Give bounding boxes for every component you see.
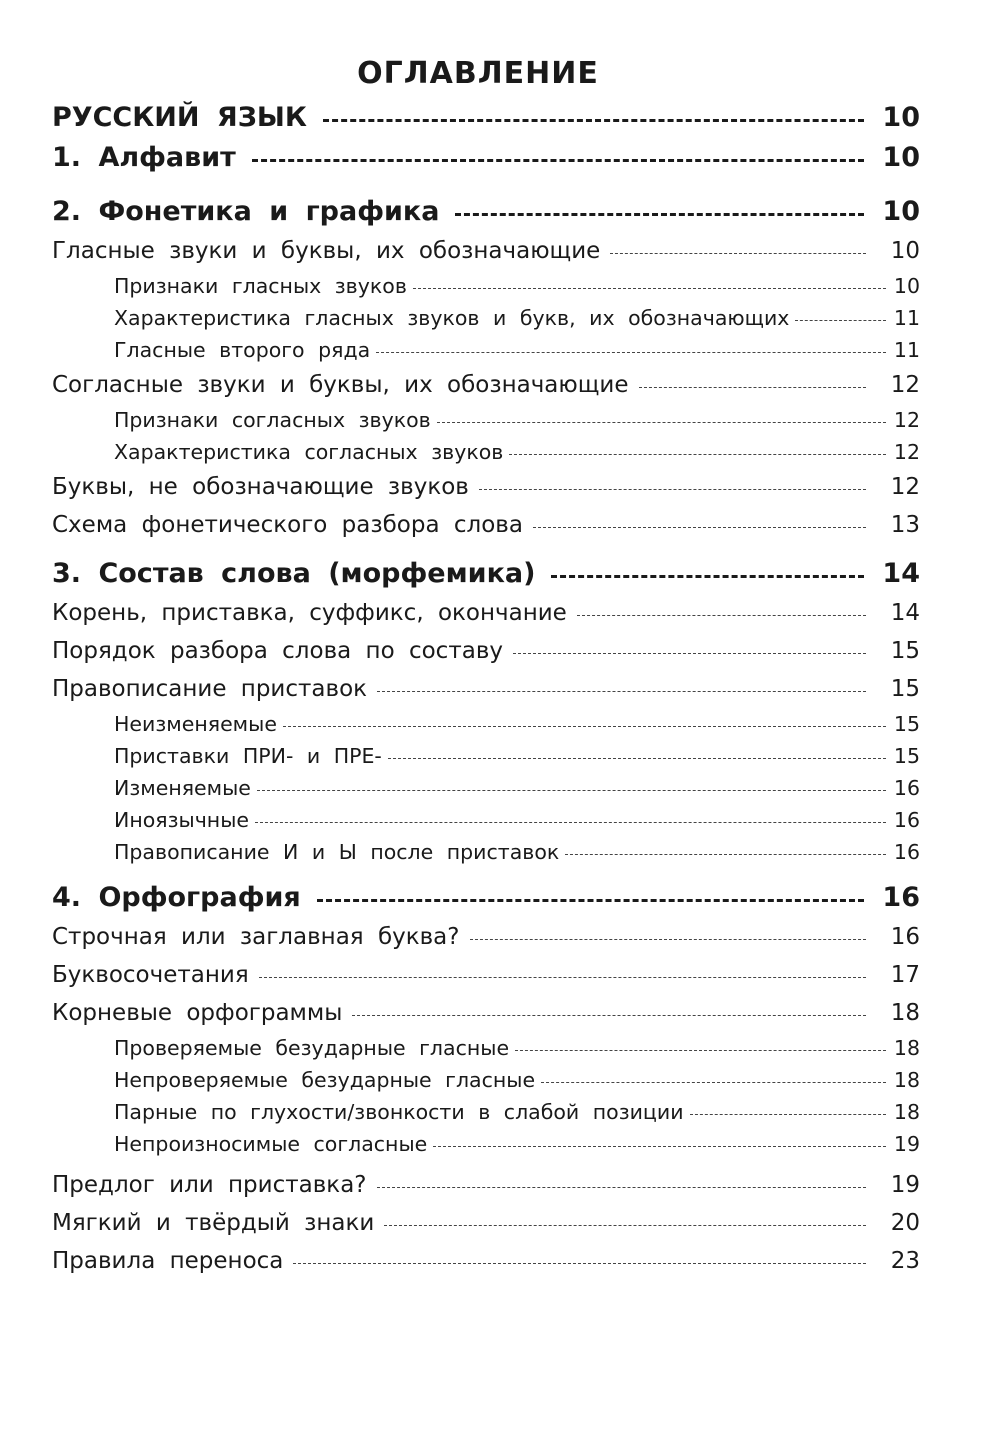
toc-page-number: 12 — [893, 440, 920, 464]
toc-page-number: 13 — [890, 512, 920, 538]
toc-entry[interactable] — [52, 506, 920, 544]
toc-section-heading[interactable] — [52, 554, 920, 594]
toc-subentry[interactable] — [52, 404, 920, 436]
toc-page-number: 10 — [893, 274, 920, 298]
toc-page-number: 19 — [890, 1172, 920, 1198]
toc-page-number: 10 — [882, 102, 920, 133]
toc-page-number: 10 — [882, 196, 920, 227]
toc-page-number: 15 — [890, 676, 920, 702]
toc-entry-label: 2. Фонетика и графика — [52, 196, 440, 227]
toc-entry[interactable] — [52, 632, 920, 670]
leader-dashes — [577, 615, 866, 616]
toc-section-heading[interactable] — [52, 98, 920, 138]
toc-entry[interactable] — [52, 1204, 920, 1242]
leader-dashes — [323, 119, 864, 122]
toc-page-number: 19 — [893, 1132, 920, 1156]
leader-dashes — [259, 977, 866, 978]
toc-entry-label: Парные по глухости/звонкости в слабой позиции — [114, 1100, 684, 1124]
leader-dashes — [610, 253, 866, 254]
toc-page-number: 16 — [890, 924, 920, 950]
toc-page — [52, 52, 920, 1280]
toc-entry-label: Правила переноса — [52, 1248, 284, 1274]
toc-page-number: 11 — [893, 306, 920, 330]
toc-entry-label: Непроизносимые согласные — [114, 1132, 428, 1156]
toc-section-heading[interactable] — [52, 192, 920, 232]
toc-subentry[interactable] — [52, 436, 920, 468]
toc-page-number: 10 — [890, 238, 920, 264]
toc-entry-label: Гласные звуки и буквы, их обозначающие — [52, 238, 601, 264]
toc-page-number: 10 — [882, 142, 920, 173]
toc-entry-label: Неизменяемые — [114, 712, 277, 736]
toc-entry-label: Согласные звуки и буквы, их обозначающие — [52, 372, 629, 398]
toc-entry[interactable] — [52, 994, 920, 1032]
toc-entry-label: Строчная или заглавная буква? — [52, 924, 460, 950]
toc-page-number: 20 — [890, 1210, 920, 1236]
toc-entry[interactable] — [52, 670, 920, 708]
leader-dashes — [255, 822, 886, 823]
leader-dashes — [433, 1146, 886, 1147]
toc-entry-label: Мягкий и твёрдый знаки — [52, 1210, 375, 1236]
leader-dashes — [384, 1225, 866, 1226]
toc-entry[interactable] — [52, 594, 920, 632]
toc-page-number: 18 — [893, 1100, 920, 1124]
toc-gap — [52, 868, 920, 878]
toc-subentry[interactable] — [52, 1032, 920, 1064]
page-title: ОГЛАВЛЕНИЕ — [357, 56, 599, 91]
toc-subentry[interactable] — [52, 772, 920, 804]
toc-entry-label: Непроверяемые безударные гласные — [114, 1068, 536, 1092]
toc-entry-label: Проверяемые безударные гласные — [114, 1036, 510, 1060]
leader-dashes — [513, 653, 866, 654]
toc-page-number: 17 — [890, 962, 920, 988]
toc-subentry[interactable] — [52, 708, 920, 740]
toc-entry-label: Характеристика согласных звуков — [114, 440, 504, 464]
toc-subentry[interactable] — [52, 270, 920, 302]
toc-entry-label: 1. Алфавит — [52, 142, 236, 173]
toc-entry-label: РУССКИЙ ЯЗЫК — [52, 102, 307, 133]
toc-subentry[interactable] — [52, 804, 920, 836]
toc-page-number: 15 — [893, 744, 920, 768]
toc-entry-label: Изменяемые — [114, 776, 251, 800]
toc-entry[interactable] — [52, 956, 920, 994]
toc-entry-label: Характеристика гласных звуков и букв, их обозначающих — [114, 306, 790, 330]
toc-subentry[interactable] — [52, 740, 920, 772]
toc-entry-label: Корень, приставка, суффикс, окончание — [52, 600, 567, 626]
leader-dashes — [413, 288, 886, 289]
leader-dashes — [795, 320, 886, 321]
toc-subentry[interactable] — [52, 1096, 920, 1128]
leader-dashes — [690, 1114, 886, 1115]
toc-page-number: 18 — [890, 1000, 920, 1026]
toc-entry[interactable] — [52, 918, 920, 956]
leader-dashes — [376, 352, 886, 353]
leader-dashes — [533, 527, 866, 528]
toc-entry-label: Правописание приставок — [52, 676, 368, 702]
toc-entry-label: 4. Орфография — [52, 882, 301, 913]
toc-subentry[interactable] — [52, 1064, 920, 1096]
toc-entry[interactable] — [52, 366, 920, 404]
leader-dashes — [551, 575, 864, 578]
toc-entry-label: Схема фонетического разбора слова — [52, 512, 523, 538]
toc-entry[interactable] — [52, 1166, 920, 1204]
toc-page-number: 16 — [893, 840, 920, 864]
toc-page-number: 12 — [893, 408, 920, 432]
leader-dashes — [388, 758, 886, 759]
toc-page-number: 14 — [882, 558, 920, 589]
toc-page-number: 18 — [893, 1036, 920, 1060]
toc-page-number: 11 — [893, 338, 920, 362]
leader-dashes — [283, 726, 886, 727]
toc-gap — [52, 544, 920, 554]
toc-entry-label: Порядок разбора слова по составу — [52, 638, 503, 664]
leader-dashes — [565, 854, 886, 855]
toc-section-heading[interactable] — [52, 138, 920, 178]
toc-entry-label: Приставки ПРИ- и ПРЕ- — [114, 744, 382, 768]
toc-entry[interactable] — [52, 468, 920, 506]
leader-dashes — [257, 790, 886, 791]
toc-page-number: 16 — [893, 808, 920, 832]
toc-page-number: 12 — [890, 474, 920, 500]
leader-dashes — [377, 1187, 867, 1188]
toc-page-number: 14 — [890, 600, 920, 626]
leader-dashes — [509, 454, 886, 455]
toc-entry[interactable] — [52, 232, 920, 270]
toc-subentry[interactable] — [52, 334, 920, 366]
toc-entry-label: Иноязычные — [114, 808, 250, 832]
toc-subentry[interactable] — [52, 1128, 920, 1160]
toc-entry-label: Правописание И и Ы после приставок — [114, 840, 560, 864]
toc-entry-label: 3. Состав слова (морфемика) — [52, 558, 536, 589]
leader-dashes — [317, 899, 864, 902]
leader-dashes — [470, 939, 867, 940]
leader-dashes — [541, 1082, 886, 1083]
leader-dashes — [377, 691, 866, 692]
toc-gap — [52, 178, 920, 192]
toc-entry-label: Корневые орфограммы — [52, 1000, 343, 1026]
toc-page-number: 16 — [893, 776, 920, 800]
toc-subentry[interactable] — [52, 836, 920, 868]
toc-subentry[interactable] — [52, 302, 920, 334]
leader-dashes — [252, 159, 864, 162]
leader-dashes — [515, 1050, 886, 1051]
leader-dashes — [352, 1015, 866, 1016]
toc-page-number: 16 — [882, 882, 920, 913]
toc-entry-label: Признаки гласных звуков — [114, 274, 407, 298]
leader-dashes — [437, 422, 886, 423]
toc-page-number: 12 — [890, 372, 920, 398]
leader-dashes — [455, 213, 864, 216]
toc-entry-label: Гласные второго ряда — [114, 338, 371, 362]
toc-section-heading[interactable] — [52, 878, 920, 918]
toc-entry-label: Буквосочетания — [52, 962, 249, 988]
toc-entry-label: Предлог или приставка? — [52, 1172, 367, 1198]
toc-entry-label: Признаки согласных звуков — [114, 408, 431, 432]
toc-page-number: 15 — [890, 638, 920, 664]
toc-entry-label: Буквы, не обозначающие звуков — [52, 474, 469, 500]
toc-page-number: 15 — [893, 712, 920, 736]
leader-dashes — [639, 387, 866, 388]
leader-dashes — [293, 1263, 866, 1264]
leader-dashes — [479, 489, 866, 490]
toc-page-number: 23 — [890, 1248, 920, 1274]
toc-list — [52, 98, 920, 1280]
toc-page-number: 18 — [893, 1068, 920, 1092]
toc-entry[interactable] — [52, 1242, 920, 1280]
